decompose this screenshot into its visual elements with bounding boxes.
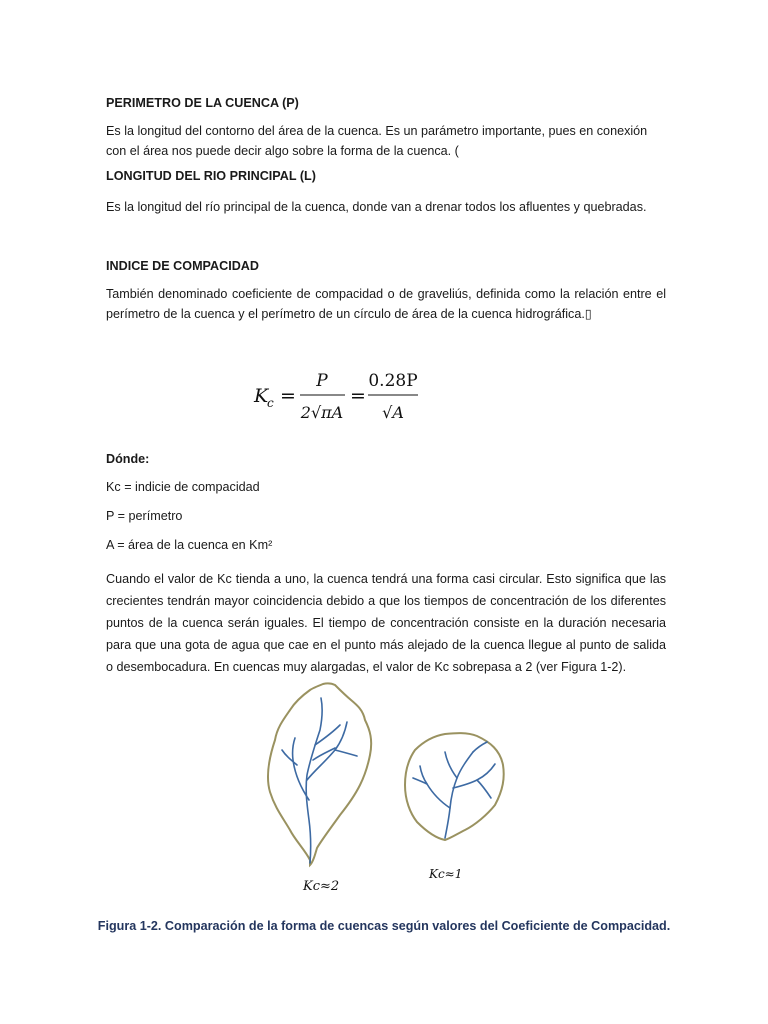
section-body-river-length: Es la longitud del río principal de la cuenca, donde van a drenar todos los afluentes y quebradas. bbox=[106, 200, 647, 214]
formula-equals-2: = bbox=[350, 385, 366, 407]
definitions-intro: Dónde: bbox=[106, 452, 150, 466]
round-watershed-rivers bbox=[413, 742, 495, 838]
formula-fraction1-numerator: P bbox=[316, 371, 328, 391]
formula-fraction1-denominator: 2√πA bbox=[300, 403, 344, 422]
formula-equals-1: = bbox=[280, 385, 296, 407]
elongated-watershed-outline bbox=[268, 683, 371, 865]
section-title-perimeter: PERIMETRO DE LA CUENCA (P) bbox=[106, 96, 299, 110]
formula-lhs-subscript: c bbox=[267, 396, 274, 410]
formula-fraction2-denominator: √A bbox=[382, 403, 404, 422]
definition-kc: Kc = indicie de compacidad bbox=[106, 480, 260, 494]
section-title-river-length: LONGITUD DEL RIO PRINCIPAL (L) bbox=[106, 169, 316, 183]
round-watershed-label: Kc≈1 bbox=[429, 867, 463, 881]
formula-fraction2-numerator: 0.28P bbox=[368, 371, 418, 391]
watershed-comparison-figure bbox=[255, 680, 525, 895]
compactness-formula bbox=[250, 362, 430, 432]
section-body-perimeter: Es la longitud del contorno del área de la cuenca. Es un parámetro importante, pues en conexión con el área nos puede decir algo sobre la forma de la cuenca. ( bbox=[106, 124, 648, 158]
figure-caption: Figura 1-2. Comparación de la forma de cuencas según valores del Coeficiente de Compacidad. bbox=[97, 918, 671, 933]
explanation-paragraph: Cuando el valor de Kc tienda a uno, la cuenca tendrá una forma casi circular. Esto significa que las crecientes tendrán mayor coincidencia debido a que los tiempos de concentración de los diferentes puntos de la cuenca serán iguales. El tiempo de concentración consiste en la duración necesaria para que una gota de agua que cae en el punto más alejado de la cuenca llegue al punto de salida o desembocadura. En cuencas muy alargadas, el valor de Kc sobrepasa a 2 (ver Figura 1-2). bbox=[106, 572, 666, 674]
elongated-watershed-label: Kc≈2 bbox=[303, 879, 340, 894]
section-body-compactness: También denominado coeficiente de compacidad o de graveliús, definida como la relación entre el perímetro de la cuenca y el perímetro de un círculo de área de la cuenca hidrográfica.▯ bbox=[106, 287, 666, 321]
definition-p: P = perímetro bbox=[106, 509, 183, 523]
formula-lhs: K bbox=[254, 385, 269, 407]
elongated-watershed-rivers bbox=[282, 698, 357, 863]
section-title-compactness: INDICE DE COMPACIDAD bbox=[106, 259, 259, 273]
definition-a: A = área de la cuenca en Km² bbox=[106, 538, 273, 552]
